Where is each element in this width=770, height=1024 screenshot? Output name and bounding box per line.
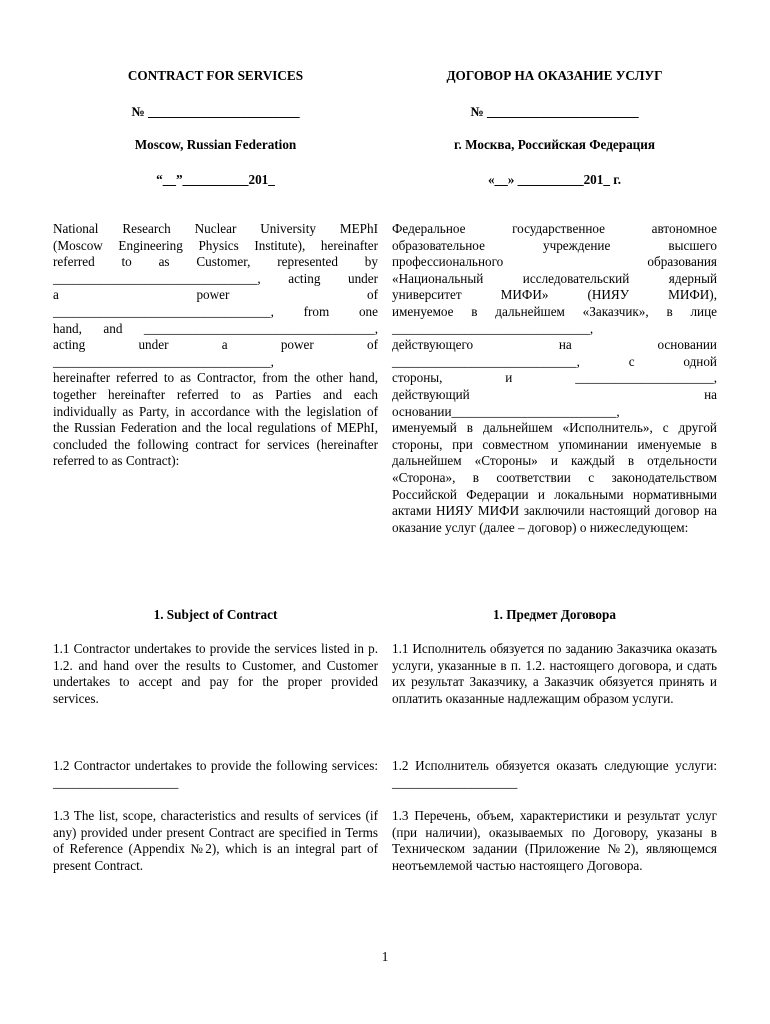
en-intro-line: a power of: [53, 287, 378, 303]
en-contract-number: № _______________________: [131, 104, 300, 119]
ru-intro-line: профессионального образования: [392, 254, 717, 270]
en-intro-rest: hereinafter referred to as Contractor, from the other hand, together hereinafter referred to as Parties and each individually as Party, in accordance with the legislation of the Russian Federation and the local regulations of MEPhI, concluded the following contract for services (hereinafter referred to as Contract):: [53, 370, 378, 469]
ru-intro-line: Федеральное государственное автономное: [392, 221, 717, 236]
ru-clause-1-3: 1.3 Перечень, объем, характеристики и результат услуг (при наличии), оказываемых по Договору, указаны в Техническом задании (Приложение №2), являющемся неотъемлемой частью настоящего Договора.: [392, 808, 717, 873]
ru-contract-number: № _______________________: [470, 104, 639, 119]
en-date: “__”__________201_: [156, 172, 275, 187]
ru-clause-1-1: 1.1 Исполнитель обязуется по заданию Заказчика оказать услуги, указанные в п. 1.2. настоящего договора, и сдать их результат Заказчику, а Заказчик обязуется принять и оплатить оказанные надлежащим образом услуги.: [392, 641, 717, 706]
en-title: CONTRACT FOR SERVICES: [127, 68, 304, 83]
ru-intro-line: ______________________________,: [392, 320, 594, 336]
ru-intro-line: стороны, и _____________________,: [392, 370, 717, 386]
ru-intro-line: ____________________________, с одной: [392, 353, 717, 369]
en-city: Moscow, Russian Federation: [134, 137, 297, 152]
en-clause-1-3: 1.3 The list, scope, characteristics and results of services (if any) provided under present Contract are specified in Terms of Reference (Appendix №2), which is an integral part of present Contract.: [53, 808, 378, 873]
ru-intro-line: именуемое в дальнейшем «Заказчик», в лице: [392, 303, 717, 319]
en-intro-line: acting under a power of: [53, 337, 378, 353]
en-intro-line: National Research Nuclear University MEPhI: [53, 221, 378, 236]
ru-date: «__» __________201_ г.: [487, 172, 622, 187]
en-intro-line: _______________________________, acting under: [53, 270, 378, 286]
en-intro-line: _________________________________, from one: [53, 303, 378, 319]
en-intro-line: hand, and ___________________________________,: [53, 320, 378, 336]
en-intro: [53, 221, 378, 470]
ru-city: г. Москва, Российская Федерация: [453, 137, 655, 152]
en-intro-line: referred to as Customer, represented by: [53, 254, 378, 270]
ru-intro-line: «Национальный исследовательский ядерный: [392, 270, 717, 286]
ru-clause-1-2: 1.2 Исполнитель обязуется оказать следующие услуги: ___________________: [392, 758, 717, 790]
en-intro-line: (Moscow Engineering Physics Institute), hereinafter: [53, 237, 378, 253]
ru-intro-line: основании_________________________,: [392, 403, 620, 419]
page-number: 1: [381, 949, 389, 964]
en-intro-line: _________________________________,: [53, 353, 274, 369]
en-section1-heading: 1. Subject of Contract: [153, 607, 278, 622]
ru-intro-line: образовательное учреждение высшего: [392, 237, 717, 253]
ru-title: ДОГОВОР НА ОКАЗАНИЕ УСЛУГ: [446, 68, 663, 83]
en-clause-1-2: 1.2 Contractor undertakes to provide the following services: ___________________: [53, 758, 378, 790]
ru-intro: [392, 221, 717, 536]
en-clause-1-1: 1.1 Contractor undertakes to provide the services listed in p. 1.2. and hand over the results to Customer, and Customer undertakes to accept and pay for the proper provided services.: [53, 641, 378, 706]
ru-intro-line: университет МИФИ» (НИЯУ МИФИ),: [392, 287, 717, 303]
ru-section1-heading: 1. Предмет Договора: [493, 607, 616, 622]
ru-intro-line: действующий на: [392, 386, 717, 402]
ru-intro-rest: именуемый в дальнейшем «Исполнитель», с другой стороны, при совместном упоминании именуемые в дальнейшем «Стороны» и каждый в отдельности «Сторона», в соответствии с законодательством Российской Федерации и локальными нормативными актами НИЯУ МИФИ заключили настоящий договор на оказание услуг (далее – договор) о нижеследующем:: [392, 420, 717, 535]
ru-intro-line: действующего на основании: [392, 337, 717, 353]
